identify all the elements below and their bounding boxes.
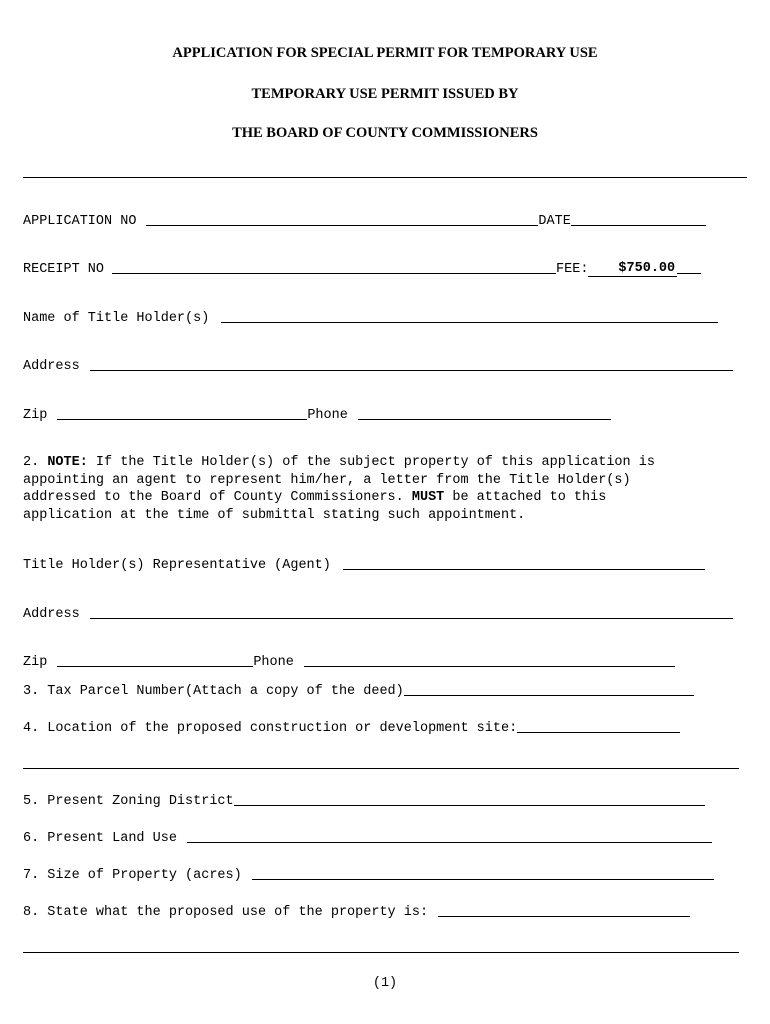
zip-field[interactable] <box>57 406 307 420</box>
agent-address-label: Address <box>23 607 80 622</box>
zoning-field[interactable] <box>234 792 705 806</box>
location-field[interactable] <box>517 719 680 733</box>
proposed-use-row <box>23 903 690 920</box>
application-no-row <box>23 212 706 229</box>
form-subtitle-board: THE BOARD OF COUNTY COMMISSIONERS <box>232 125 538 141</box>
date-label: DATE <box>538 214 571 229</box>
form-title: APPLICATION FOR SPECIAL PERMIT FOR TEMPORARY USE <box>172 45 598 61</box>
fee-label: FEE: <box>556 262 589 277</box>
receipt-no-label: RECEIPT NO <box>23 262 105 277</box>
address-label: Address <box>23 359 80 374</box>
title-holder-field[interactable] <box>221 309 718 323</box>
tax-parcel-row <box>23 682 694 699</box>
note-prefix: 2. <box>23 455 48 470</box>
application-no-label: APPLICATION NO <box>23 214 137 229</box>
agent-zip-phone-row <box>23 653 675 670</box>
agent-zip-label: Zip <box>23 655 48 670</box>
agent-phone-label: Phone <box>253 655 294 670</box>
phone-field[interactable] <box>358 406 611 420</box>
size-label: 7. Size of Property (acres) <box>23 868 242 883</box>
header-divider <box>23 177 747 178</box>
proposed-use-label: 8. State what the proposed use of the property is: <box>23 905 429 920</box>
application-no-field[interactable] <box>146 212 538 226</box>
location-row <box>23 719 680 736</box>
location-continuation-line[interactable] <box>23 768 739 769</box>
agent-row <box>23 556 705 573</box>
page-number: (1) <box>372 976 398 991</box>
zoning-label: 5. Present Zoning District <box>23 794 234 809</box>
size-field[interactable] <box>252 866 714 880</box>
note-must: MUST <box>411 490 445 505</box>
agent-phone-field[interactable] <box>304 653 675 667</box>
proposed-use-field[interactable] <box>438 903 690 917</box>
agent-label: Title Holder(s) Representative (Agent) <box>23 558 331 573</box>
land-use-label: 6. Present Land Use <box>23 831 177 846</box>
note-line3-pre: addressed to the Board of County Commissioners. <box>23 490 412 505</box>
title-holder-row <box>23 309 718 326</box>
note-label: NOTE: <box>47 455 88 470</box>
location-label: 4. Location of the proposed construction or development site: <box>23 721 518 736</box>
proposed-use-continuation-line[interactable] <box>23 952 739 953</box>
address-field[interactable] <box>90 357 733 371</box>
fee-value: $750.00 <box>588 261 677 277</box>
zip-phone-row <box>23 406 611 423</box>
zoning-row <box>23 792 705 809</box>
note-line2: appointing an agent to represent him/her, a letter from the Title Holder(s) <box>23 472 631 488</box>
land-use-row <box>23 829 712 846</box>
land-use-field[interactable] <box>187 829 712 843</box>
address-row <box>23 357 733 374</box>
size-row <box>23 866 714 883</box>
note-line1: If the Title Holder(s) of the subject property of this application is <box>87 455 655 470</box>
agent-zip-field[interactable] <box>57 653 253 667</box>
tax-parcel-label: 3. Tax Parcel Number(Attach a copy of the deed) <box>23 684 404 699</box>
agent-address-row <box>23 605 733 622</box>
agent-note <box>23 454 743 524</box>
fee-underline-tail <box>677 260 701 274</box>
note-line3-post: be attached to this <box>444 490 607 505</box>
form-subtitle-issuer: TEMPORARY USE PERMIT ISSUED BY <box>251 86 519 102</box>
receipt-no-row <box>23 260 701 277</box>
agent-address-field[interactable] <box>90 605 733 619</box>
phone-label: Phone <box>307 408 348 423</box>
note-line4: application at the time of submittal stating such appointment. <box>23 507 526 523</box>
date-field[interactable] <box>571 212 706 226</box>
receipt-no-field[interactable] <box>112 260 556 274</box>
title-holder-label: Name of Title Holder(s) <box>23 311 210 326</box>
zip-label: Zip <box>23 408 48 423</box>
tax-parcel-field[interactable] <box>404 682 694 696</box>
agent-field[interactable] <box>343 556 705 570</box>
